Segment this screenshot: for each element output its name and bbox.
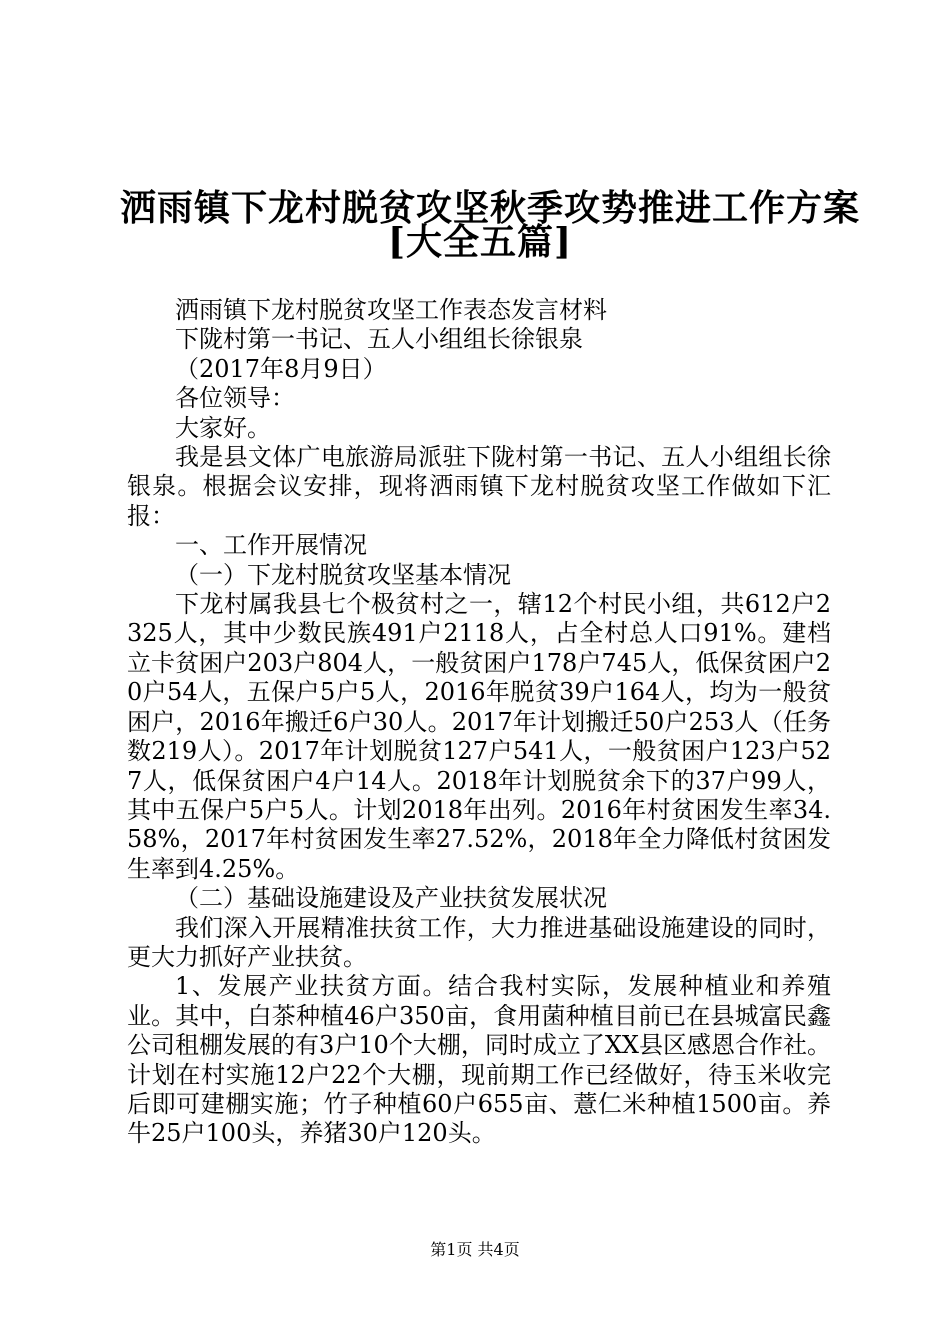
paragraph-greeting: 大家好。	[175, 413, 271, 442]
section-heading-work: 一、工作开展情况	[175, 531, 367, 560]
paragraph-date: （2017年8月9日）	[175, 354, 387, 383]
page-footer: 第1页 共4页	[430, 1240, 520, 1259]
paragraph-introduction: 我是县文体广电旅游局派驻下陇村第一书记、五人小组组长徐银泉。根据会议安排，现将洒雨镇下龙村脱贫攻坚工作做如下汇报：	[127, 443, 831, 530]
paragraph-basic-situation: 下龙村属我县七个极贫村之一，辖12个村民小组，共612户2325人，其中少数民族491户2118人，占全村总人口91%。建档立卡贫困户203户804人，一般贫困户178户745人，低保贫困户20户54人，五保户5户5人，2016年脱贫39户164人，均为一般贫困户，2016年搬迁6户30人。2017年计划搬迁50户253人（任务数219人）。2017年计划脱贫127户541人，一般贫困户123户527人，低保贫困户4户14人。2018年计划脱贫余下的37户99人，其中五保户5户5人。计划2018年出列。2016年村贫困发生率34.58%，2017年村贫困发生率27.52%，2018年全力降低村贫困发生率到4.25%。	[127, 590, 831, 883]
document-title-subtitle: [大全五篇]	[387, 221, 573, 263]
paragraph-industry: 1、发展产业扶贫方面。结合我村实际，发展种植业和养殖业。其中，白茶种植46户350亩，食用菌种植目前已在县城富民鑫公司租棚发展的有3户10个大棚，同时成立了XX县区感恩合作社。计划在村实施12户22个大棚，现前期工作已经做好，待玉米收完后即可建棚实施；竹子种植60户655亩、薏仁米种植1500亩。养牛25户100头，养猪30户120头。	[127, 972, 831, 1148]
paragraph-infrastructure: 我们深入开展精准扶贫工作，大力推进基础设施建设的同时，更大力抓好产业扶贫。	[127, 913, 831, 971]
subsection-heading-infrastructure: （二）基础设施建设及产业扶贫发展状况	[175, 884, 607, 913]
document-title: 洒雨镇下龙村脱贫攻坚秋季攻势推进工作方案	[120, 187, 861, 229]
paragraph-speech-title: 洒雨镇下龙村脱贫攻坚工作表态发言材料	[175, 296, 607, 324]
document-body	[127, 296, 831, 1149]
paragraph-salutation: 各位领导：	[175, 384, 295, 413]
subsection-heading-basic: （一）下龙村脱贫攻坚基本情况	[175, 560, 511, 589]
paragraph-speaker: 下陇村第一书记、五人小组组长徐银泉	[175, 325, 583, 354]
